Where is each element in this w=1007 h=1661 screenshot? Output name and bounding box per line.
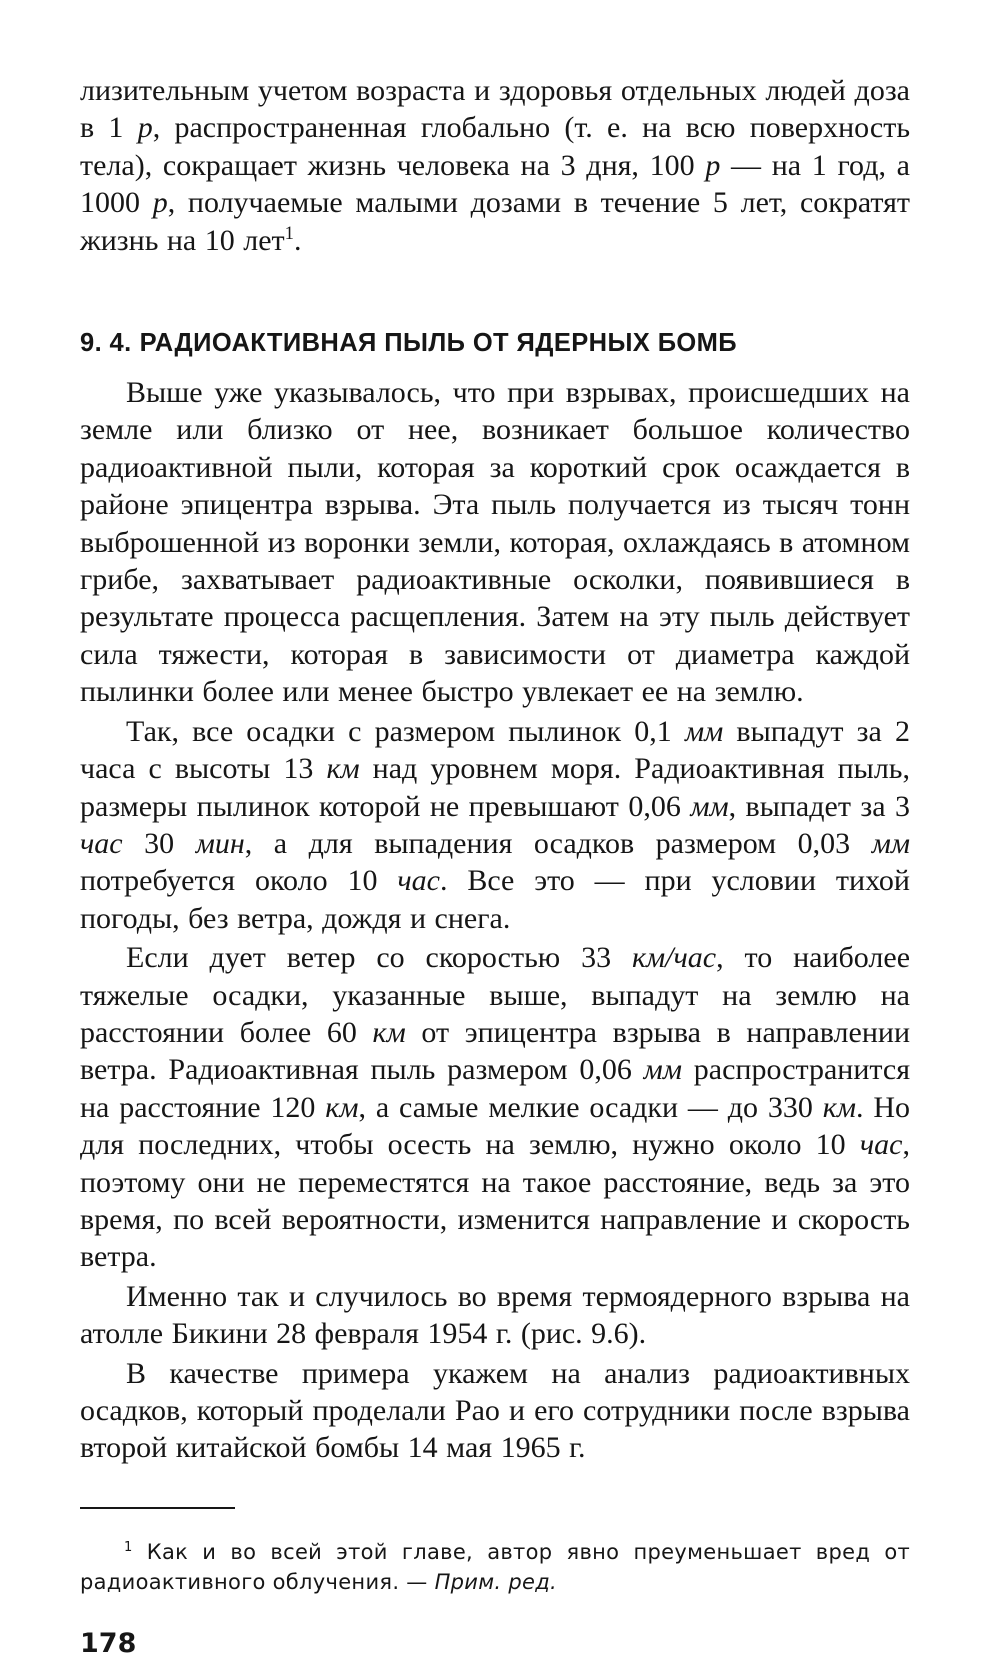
footnote-reference: 1 [284, 222, 294, 244]
section-title: РАДИОАКТИВНАЯ ПЫЛЬ ОТ ЯДЕРНЫХ БОМБ [139, 329, 738, 358]
paragraph-rao-analysis: В качестве примера укажем на анализ радиоактивных осадков, который проделали Рао и его сотрудники после взрыва второй китайской бомбы 14 мая 1965 г. [80, 1356, 910, 1465]
unit-roentgen: р [137, 111, 153, 145]
unit-roentgen: р [705, 148, 721, 182]
paragraph-fallout-times: Так, все осадки с размером пылинок 0,1 мм выпадут за 2 часа с высоты 13 км над уровнем моря. Радиоактивная пыль, размеры пылинок которой не превышают 0,06 мм, выпадет за 3 час 30 мин, а для выпадения осадков размером 0,03 мм потребуется около 10 час. Все это — при условии тихой погоды, без ветра, дождя и снега. [80, 714, 911, 935]
section-number: 9. 4. [80, 329, 132, 358]
continued-paragraph: лизительным учетом возраста и здоровья отдельных людей доза в 1 р, распространенная глобально (т. е. на всю поверхность тела), сокращает жизнь человека на 3 дня, 100 р — на 1 год, а 1000 р, получаемые малыми дозами в течение 5 лет, сократят жизнь на 10 лет$^1$. [80, 74, 911, 257]
footnote-divider [80, 1507, 235, 1509]
editor-note: Прим. ред. [434, 1569, 557, 1594]
paragraph-dust-formation: Выше уже указывалось, что при взрывах, происшедших на земле или близко от нее, возникает большое количество радиоактивной пыли, которая за короткий срок осаждается в районе эпицентра взрыва. Эта пыль получается из тысяч тонн выброшенной из воронки земли, которая, охлаждаясь в атомном грибе, захватывает радиоактивные осколки, появившиеся в результате процесса расщепления. Затем на эту пыль действует сила тяжести, которая в зависимости от диаметра каждой пылинки более или менее быстро увлекает ее на землю. [80, 376, 910, 709]
page-number: 178 [80, 1627, 137, 1659]
section-heading [80, 325, 910, 361]
book-page [80, 72, 910, 1661]
unit-roentgen: р [152, 186, 168, 220]
paragraph-bikini: Именно так и случилось во время термоядерного взрыва на атолле Бикини 28 февраля 1954 г. (рис. 9.6). [80, 1279, 910, 1351]
paragraph-wind-effect: Если дует ветер со скоростью 33 км/час, то наиболее тяжелые осадки, указанные выше, выпадут на землю на расстоянии более 60 км от эпицентра взрыва в направлении ветра. Радиоактивная пыль размером 0,06 мм распространится на расстояние 120 км, а самые мелкие осадки — до 330 км. Но для последних, чтобы осесть на землю, нужно около 10 час, поэтому они не переместятся на такое расстояние, ведь за это время, по всей вероятности, изменится направление и скорость ветра. [80, 941, 911, 1274]
footnote: $^1$ Как и во всей этой главе, автор явно преуменьшает вред от радиоактивного облучения. — Прим. ред. [80, 1539, 910, 1594]
footnote-mark: 1 [124, 1539, 133, 1555]
